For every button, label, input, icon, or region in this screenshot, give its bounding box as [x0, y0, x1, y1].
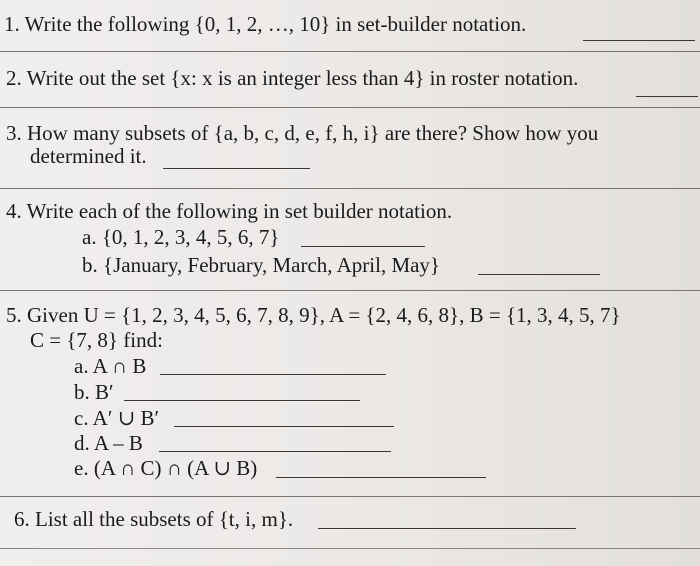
question-5b: b. B′ — [74, 380, 114, 404]
question-5-line-1: 5. Given U = {1, 2, 3, 4, 5, 6, 7, 8, 9}, A = {2, 4, 6, 8}, B = {1, 3, 4, 5, 7} — [6, 303, 621, 327]
question-4a: a. {0, 1, 2, 3, 4, 5, 6, 7} — [82, 225, 280, 249]
question-6: 6. List all the subsets of {t, i, m}. — [14, 507, 294, 531]
answer-blank-4b[interactable] — [478, 274, 600, 275]
question-5-line-2: C = {7, 8} find: — [30, 328, 163, 352]
answer-blank-3[interactable] — [163, 168, 310, 169]
answer-blank-2[interactable] — [636, 96, 698, 97]
question-3-line-2: determined it. — [30, 144, 147, 168]
divider — [0, 496, 700, 497]
answer-blank-5d[interactable] — [159, 451, 391, 452]
answer-blank-5a[interactable] — [160, 374, 386, 375]
question-4b: b. {January, February, March, April, May} — [82, 253, 441, 277]
question-5d: d. A – B — [74, 431, 143, 455]
divider — [0, 548, 700, 549]
answer-blank-5c[interactable] — [174, 426, 394, 427]
question-5a: a. A ∩ B — [74, 354, 147, 378]
answer-blank-1[interactable] — [583, 40, 695, 41]
question-4: 4. Write each of the following in set builder notation. — [6, 199, 453, 223]
divider — [0, 51, 700, 52]
question-2: 2. Write out the set {x: x is an integer less than 4} in roster notation. — [6, 66, 579, 90]
divider — [0, 188, 700, 189]
divider — [0, 290, 700, 291]
divider — [0, 107, 700, 108]
answer-blank-4a[interactable] — [301, 246, 425, 247]
answer-blank-5b[interactable] — [124, 400, 360, 401]
question-3-line-1: 3. How many subsets of {a, b, c, d, e, f, h, i} are there? Show how you — [6, 121, 599, 145]
answer-blank-5e[interactable] — [276, 477, 486, 478]
question-5c: c. A′ ∪ B′ — [74, 406, 160, 430]
question-1: 1. Write the following {0, 1, 2, …, 10} in set-builder notation. — [4, 12, 527, 36]
answer-blank-6[interactable] — [318, 528, 576, 529]
question-5e: e. (A ∩ C) ∩ (A ∪ B) — [74, 456, 258, 480]
